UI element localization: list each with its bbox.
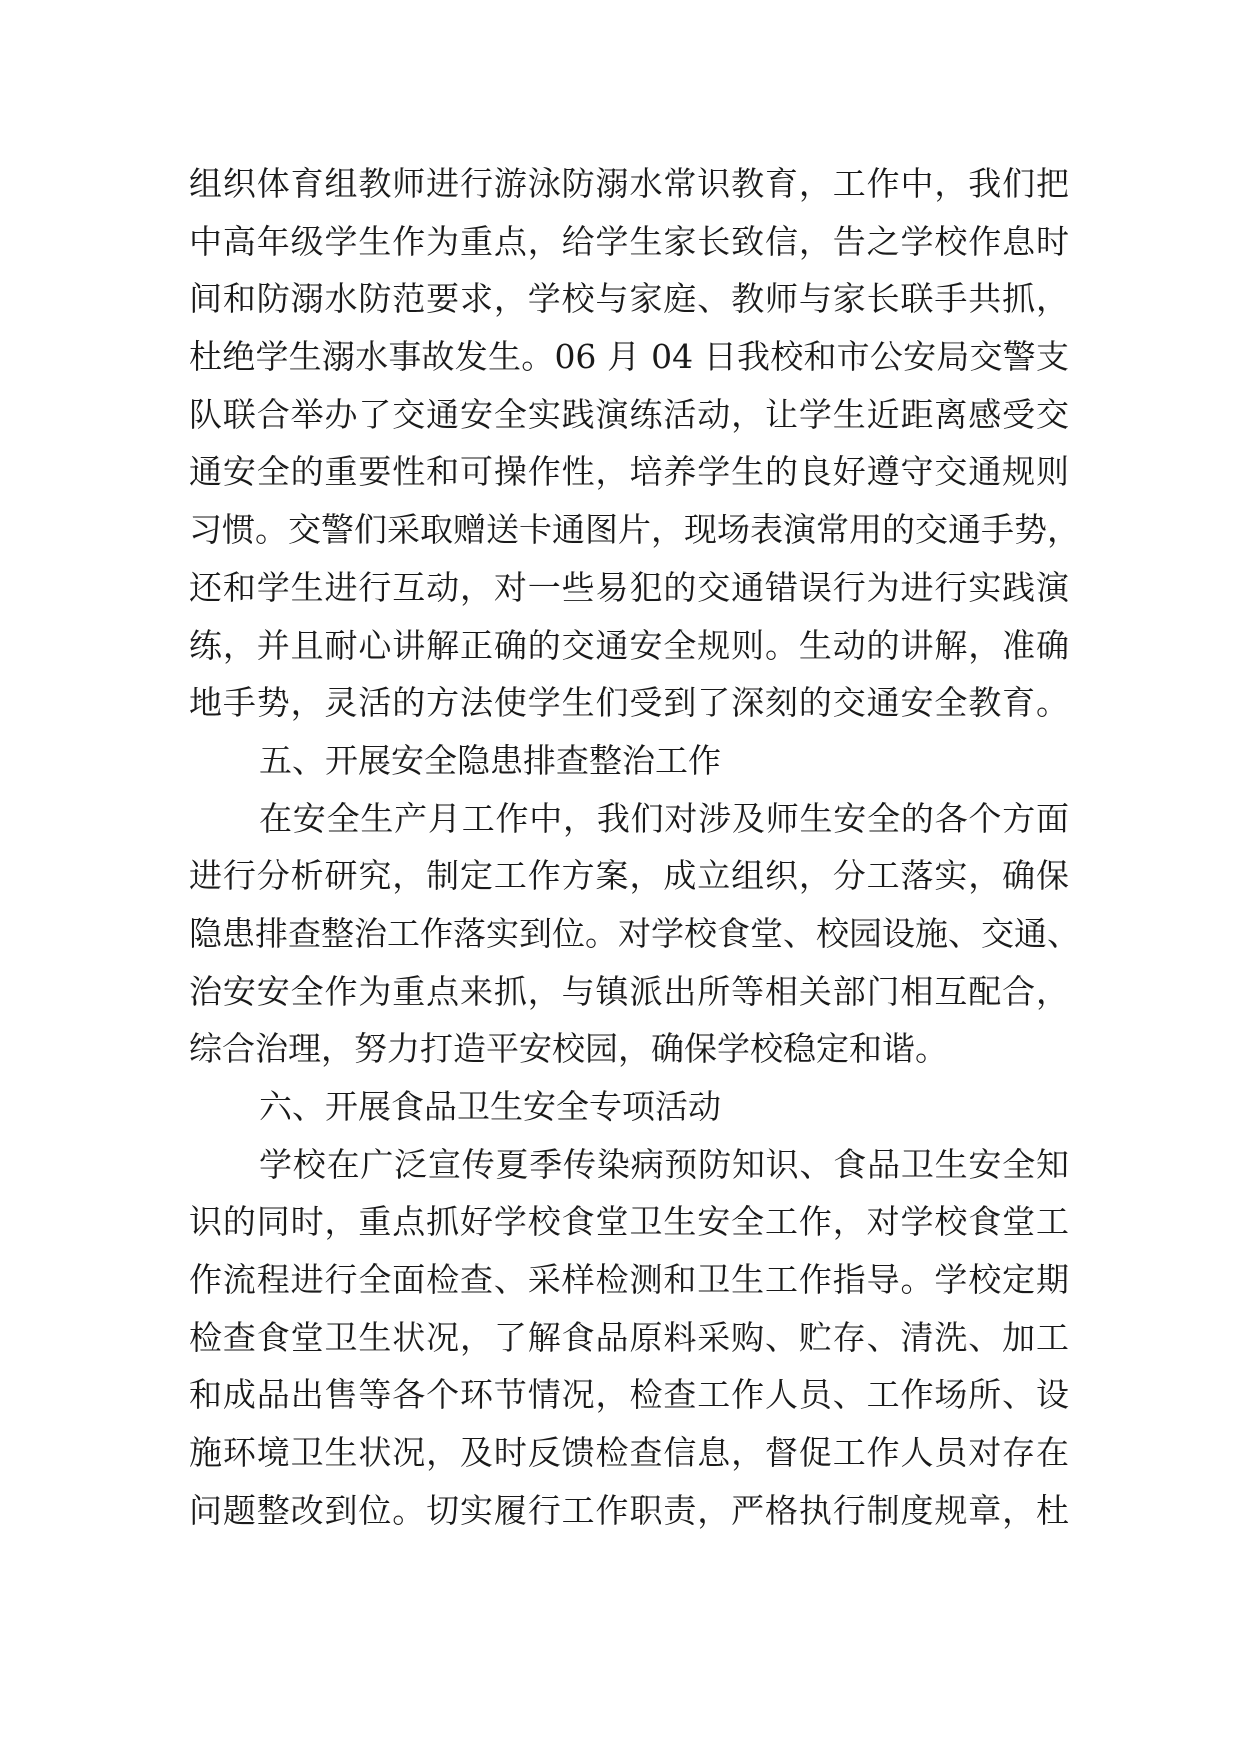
text-line: 练，并且耐心讲解正确的交通安全规则。生动的讲解，准确: [189, 625, 1069, 665]
text-line: 五、开展安全隐患排查整治工作: [259, 740, 721, 780]
text-line: 队联合举办了交通安全实践演练活动，让学生近距离感受交: [189, 394, 1069, 434]
text-line: 识的同时，重点抓好学校食堂卫生安全工作，对学校食堂工: [189, 1202, 1069, 1242]
text-line: 习惯。交警们采取赠送卡通图片，现场表演常用的交通手势，: [189, 510, 1080, 550]
text-line: 综合治理，努力打造平安校园，确保学校稳定和谐。: [189, 1029, 948, 1069]
text-line: 问题整改到位。切实履行工作职责，严格执行制度规章，杜: [189, 1490, 1069, 1530]
text-line: 还和学生进行互动，对一些易犯的交通错误行为进行实践演: [189, 567, 1069, 607]
text-line: 在安全生产月工作中，我们对涉及师生安全的各个方面: [259, 798, 1069, 838]
document-body: [189, 155, 1080, 1540]
text-line: 地手势，灵活的方法使学生们受到了深刻的交通安全教育。: [189, 683, 1069, 723]
text-line: 学校在广泛宣传夏季传染病预防知识、食品卫生安全知: [259, 1144, 1069, 1184]
text-line: 作流程进行全面检查、采样检测和卫生工作指导。学校定期: [189, 1260, 1069, 1300]
text-line: 间和防溺水防范要求，学校与家庭、教师与家长联手共抓，: [189, 279, 1069, 319]
text-line: 杜绝学生溺水事故发生。06 月 04 日我校和市公安局交警支: [189, 337, 1069, 377]
text-line: 治安安全作为重点来抓，与镇派出所等相关部门相互配合，: [189, 971, 1069, 1011]
text-line: 和成品出售等各个环节情况，检查工作人员、工作场所、设: [189, 1375, 1069, 1415]
text-line: 中高年级学生作为重点，给学生家长致信，告之学校作息时: [189, 221, 1069, 261]
text-line: 进行分析研究，制定工作方案，成立组织，分工落实，确保: [189, 856, 1069, 896]
text-line: 施环境卫生状况，及时反馈检查信息，督促工作人员对存在: [189, 1433, 1069, 1473]
text-line: 检查食堂卫生状况，了解食品原料采购、贮存、清洗、加工: [189, 1317, 1069, 1357]
text-line: 组织体育组教师进行游泳防溺水常识教育，工作中，我们把: [189, 164, 1069, 203]
text-line: 六、开展食品卫生安全专项活动: [259, 1087, 721, 1126]
text-line: 通安全的重要性和可操作性，培养学生的良好遵守交通规则: [189, 452, 1069, 492]
text-line: 隐患排查整治工作落实到位。对学校食堂、校园设施、交通、: [189, 913, 1080, 953]
